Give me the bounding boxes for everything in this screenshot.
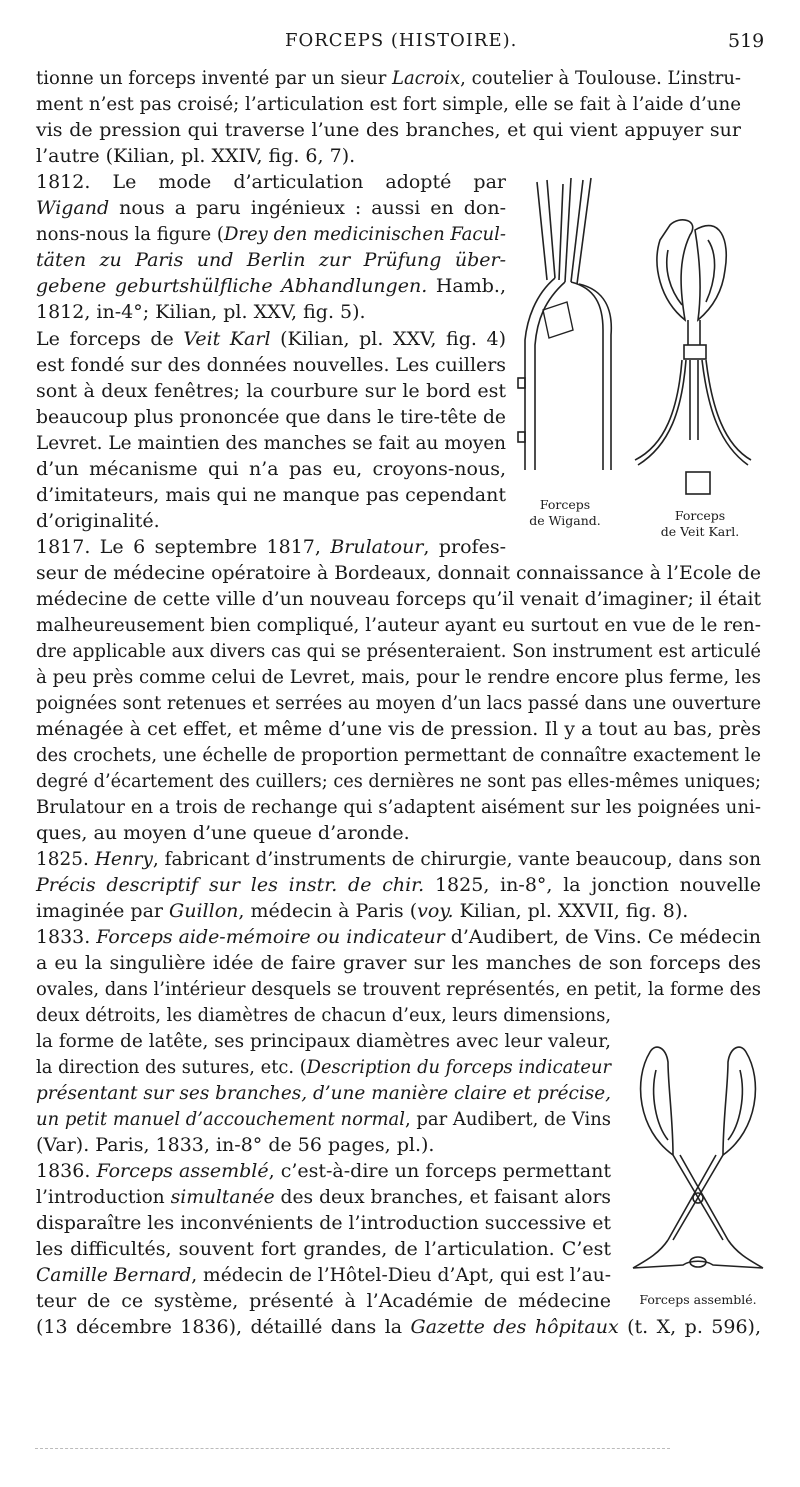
footer-rule	[35, 1448, 670, 1449]
text-line: poignées sont retenues et serrées au moyen d’un lacs passé dans une ouverture	[36, 692, 761, 714]
text-line: malheureusement bien compliqué, l’auteur ayant eu surtout en vue de le ren-	[36, 614, 761, 636]
veit-karl-caption	[640, 508, 760, 540]
text-line: 1836. Forceps assemblé, c’est-à-dire un forceps permettant	[36, 1160, 611, 1182]
text-line: l’introduction simultanée des deux branches, et faisant alors	[36, 1186, 611, 1208]
page-header	[0, 30, 800, 58]
text-line: vis de pression qui traverse l’une des branches, et qui vient appuyer sur	[36, 119, 741, 141]
text-line: Wigand nous a paru ingénieux : aussi en don-	[36, 197, 506, 219]
text-line: gebene geburtshülfliche Abhandlungen. Hamb.,	[36, 275, 506, 297]
text-line: 1825. Henry, fabricant d’instruments de chirurgie, vante beaucoup, dans son	[36, 848, 761, 870]
veit-karl-forceps-figure	[630, 210, 755, 500]
text-line: sont à deux fenêtres; la courbure sur le bord est	[36, 380, 506, 402]
text-line: ovales, dans l’intérieur desquels se trouvent représentés, en petit, la forme des	[36, 978, 761, 1000]
text-line: imaginée par Guillon, médecin à Paris (voy. Kilian, pl. XXVII, fig. 8).	[36, 900, 689, 922]
text-line: ménagée à cet effet, et même d’une vis de pression. Il y a tout au bas, près	[36, 718, 761, 740]
text-line: les difficultés, souvent fort grandes, de l’articulation. C’est	[36, 1238, 611, 1260]
text-line: Précis descriptif sur les instr. de chir. 1825, in-8°, la jonction nouvelle	[36, 874, 762, 896]
text-line: beaucoup plus prononcée que dans le tire-tête de	[36, 406, 506, 428]
text-line: présentant sur ses branches, d’une manière claire et précise,	[36, 1082, 611, 1104]
text-line: tionne un forceps inventé par un sieur Lacroix, coutelier à Toulouse. L’instru-	[36, 67, 741, 89]
text-line: seur de médecine opératoire à Bordeaux, donnait connaissance à l’Ecole de	[36, 562, 761, 584]
text-line: nons-nous la figure (Drey den medicinischen Facul-	[36, 223, 506, 245]
text-line: Le forceps de Veit Karl (Kilian, pl. XXV, fig. 4)	[36, 328, 506, 350]
text-line: est fondé sur des données nouvelles. Les cuillers	[36, 354, 506, 376]
text-line: teur de ce système, présenté à l’Académie de médecine	[36, 1290, 611, 1312]
wigand-caption-line-1: Forceps	[539, 497, 591, 512]
text-line: täten zu Paris und Berlin zur Prüfung über-	[36, 249, 506, 271]
text-line: la forme de latête, ses principaux diamètres avec leur valeur,	[36, 1030, 611, 1052]
text-line: d’originalité.	[36, 510, 160, 532]
wigand-forceps-figure	[505, 170, 620, 490]
page-number: 519	[728, 30, 765, 52]
assemble-caption: Forceps assemblé.	[639, 1292, 757, 1307]
veit-karl-caption-line-2: de Veit Karl.	[660, 524, 740, 539]
text-line: deux détroits, les diamètres de chacun d’eux, leurs dimensions,	[36, 1004, 611, 1026]
text-line: la direction des sutures, etc. (Description du forceps indicateur	[36, 1056, 611, 1078]
text-line: 1812, in-4°; Kilian, pl. XXV, fig. 5).	[36, 301, 366, 323]
veit-karl-caption-line-1: Forceps	[674, 508, 726, 523]
text-line: d’un mécanisme qui n’a pas eu, croyons-nous,	[36, 458, 506, 480]
wigand-caption-line-2: de Wigand.	[529, 513, 601, 528]
text-line: Levret. Le maintien des manches se fait au moyen	[36, 432, 506, 454]
text-line: l’autre (Kilian, pl. XXIV, fig. 6, 7).	[36, 145, 356, 167]
wigand-caption	[510, 497, 620, 529]
text-line: ques, au moyen d’une queue d’aronde.	[36, 822, 410, 844]
text-line: (13 décembre 1836), détaillé dans la Gazette des hôpitaux (t. X, p. 596),	[36, 1316, 762, 1338]
text-line: d’imitateurs, mais qui ne manque pas cependant	[36, 484, 506, 506]
text-line: disparaître les inconvénients de l’introduction successive et	[36, 1212, 611, 1234]
text-line: Brulatour en a trois de rechange qui s’adaptent aisément sur les poignées uni-	[36, 796, 761, 818]
text-line: dre applicable aux divers cas qui se présenteraient. Son instrument est articulé	[36, 640, 761, 662]
text-line: un petit manuel d’accouchement normal, par Audibert, de Vins	[36, 1108, 611, 1130]
text-line: (Var). Paris, 1833, in-8° de 56 pages, pl.).	[36, 1134, 435, 1156]
text-line: ment n’est pas croisé; l’articulation est fort simple, elle se fait à l’aide d’une	[36, 93, 741, 115]
text-line: a eu la singulière idée de faire graver sur les manches de son forceps des	[36, 952, 761, 974]
text-line: degré d’écartement des cuillers; ces dernières ne sont pas elles-mêmes uniques;	[36, 770, 761, 792]
text-line: médecine de cette ville d’un nouveau forceps qu’il venait d’imaginer; il était	[36, 588, 761, 610]
text-line: Camille Bernard, médecin de l’Hôtel-Dieu d’Apt, qui est l’au-	[36, 1264, 611, 1286]
running-title: FORCEPS (HISTOIRE).	[285, 30, 518, 51]
assemble-forceps-figure	[628, 1040, 768, 1295]
text-line: 1817. Le 6 septembre 1817, Brulatour, profes-	[36, 536, 506, 558]
text-line: des crochets, une échelle de proportion permettant de connaître exactement le	[36, 744, 761, 766]
text-line: 1812. Le mode d’articulation adopté par	[36, 171, 506, 193]
text-line: 1833. Forceps aide-mémoire ou indicateur d’Audibert, de Vins. Ce médecin	[36, 926, 761, 948]
text-line: à peu près comme celui de Levret, mais, pour le rendre encore plus ferme, les	[36, 666, 761, 688]
